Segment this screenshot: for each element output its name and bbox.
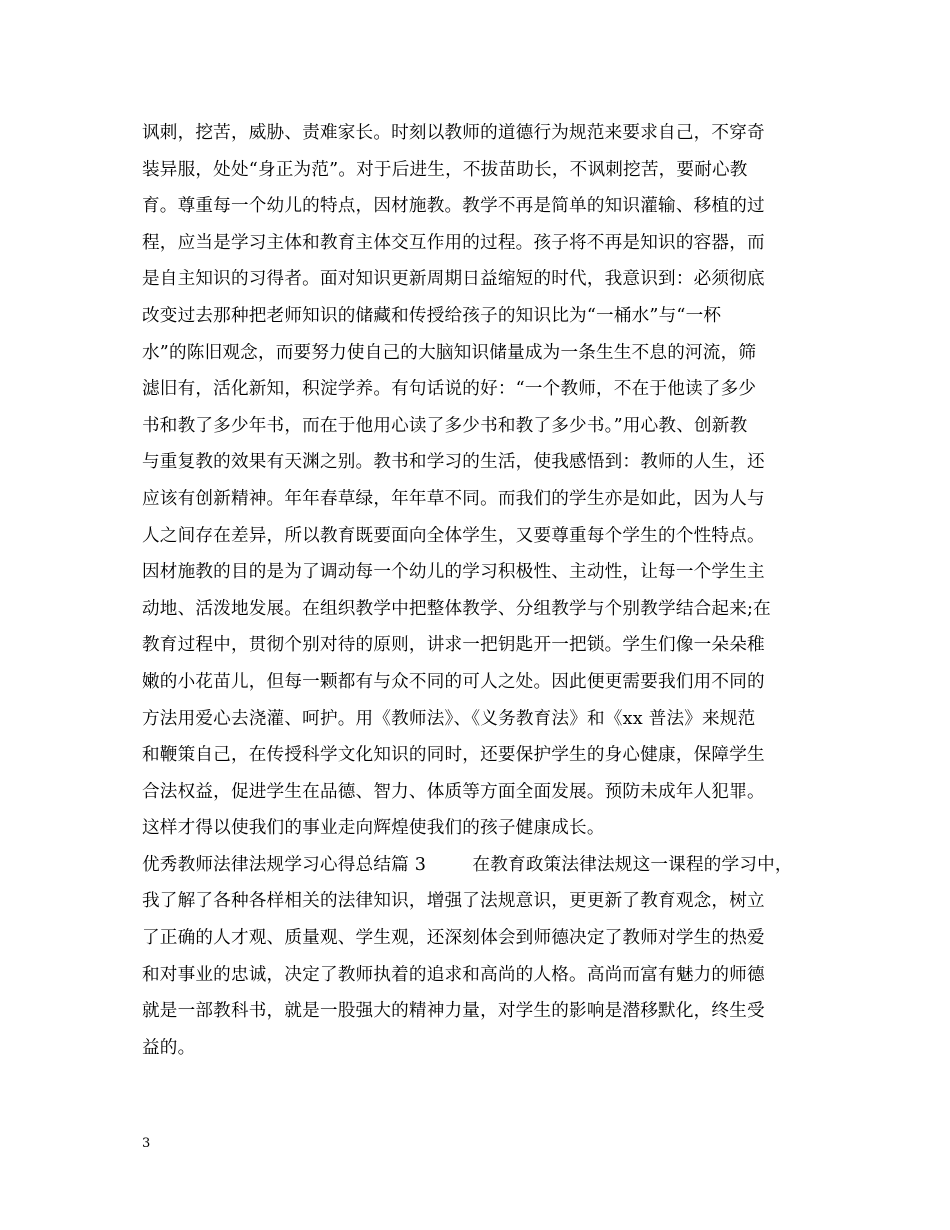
text-line: 我了解了各种各样相关的法律知识，增强了法规意识，更更新了教育观念，树立: [142, 891, 765, 912]
text-line: 育。尊重每一个幼儿的特点，因材施教。教学不再是简单的知识灌输、移植的过: [142, 196, 765, 217]
text-line: 这样才得以使我们的事业走向辉煌使我们的孩子健康成长。: [142, 818, 605, 839]
text-line: 滤旧有，活化新知，积淀学养。有句话说的好：“一个教师，不在于他读了多少: [142, 379, 757, 400]
text-line: 教育过程中，贯彻个别对待的原则，讲求一把钥匙开一把锁。学生们像一朵朵稚: [142, 635, 765, 656]
text-line: 程，应当是学习主体和教育主体交互作用的过程。孩子将不再是知识的容器，而: [142, 232, 765, 253]
text-line: 人之间存在差异，所以教育既要面向全体学生，又要尊重每个学生的个性特点。: [142, 525, 765, 546]
text-line: 动地、活泼地发展。在组织教学中把整体教学、分组教学与个别教学结合起来;在: [142, 598, 771, 619]
text-line: 和对事业的忠诚，决定了教师执着的追求和高尚的人格。高尚而富有魅力的师德: [142, 964, 765, 985]
text-line: 和鞭策自己，在传授科学文化知识的同时，还要保护学生的身心健康，保障学生: [142, 745, 765, 766]
text-line: 装异服，处处“身正为范”。对于后进生，不拔苗助长，不讽刺挖苦，要耐心教: [142, 159, 748, 180]
page-number: 3: [142, 1136, 151, 1151]
text-line: 改变过去那种把老师知识的储藏和传授给孩子的知识比为“一桶水”与“一杯: [142, 305, 722, 326]
text-line: 水”的陈旧观念，而要努力使自己的大脑知识储量成为一条生生不息的河流，筛: [142, 342, 757, 363]
text-line: 与重复教的效果有天渊之别。教书和学习的生活，使我感悟到：教师的人生，还: [142, 452, 765, 473]
text-line: 书和教了多少年书，而在于他用心读了多少书和教了多少书。”用心教、创新教: [142, 415, 748, 436]
body-text: [142, 115, 822, 1066]
text-line: 就是一部教科书，就是一股强大的精神力量，对学生的影响是潜移默化，终生受: [142, 1001, 765, 1022]
text-line: 方法用爱心去浇灌、呵护。用《教师法》、《义务教育法》和《xx 普法》来规范: [142, 708, 756, 729]
text-line: 优秀教师法律法规学习心得总结篇 3 在教育政策法律法规这一课程的学习中，: [142, 854, 793, 875]
text-line: 嫩的小花苗儿，但每一颗都有与众不同的可人之处。因此便更需要我们用不同的: [142, 671, 765, 692]
text-line: 是自主知识的习得者。面对知识更新周期日益缩短的时代，我意识到：必须彻底: [142, 269, 765, 290]
text-line: 合法权益，促进学生在品德、智力、体质等方面全面发展。预防未成年人犯罪。: [142, 781, 765, 802]
text-line: 因材施教的目的是为了调动每一个幼儿的学习积极性、主动性，让每一个学生主: [142, 562, 765, 583]
text-line: 应该有创新精神。年年春草绿，年年草不同。而我们的学生亦是如此，因为人与: [142, 488, 765, 509]
text-line: 益的。: [142, 1037, 196, 1058]
text-line: 了正确的人才观、质量观、学生观，还深刻体会到师德决定了教师对学生的热爱: [142, 928, 765, 949]
text-line: 讽刺，挖苦，威胁、责难家长。时刻以教师的道德行为规范来要求自己，不穿奇: [142, 123, 765, 143]
